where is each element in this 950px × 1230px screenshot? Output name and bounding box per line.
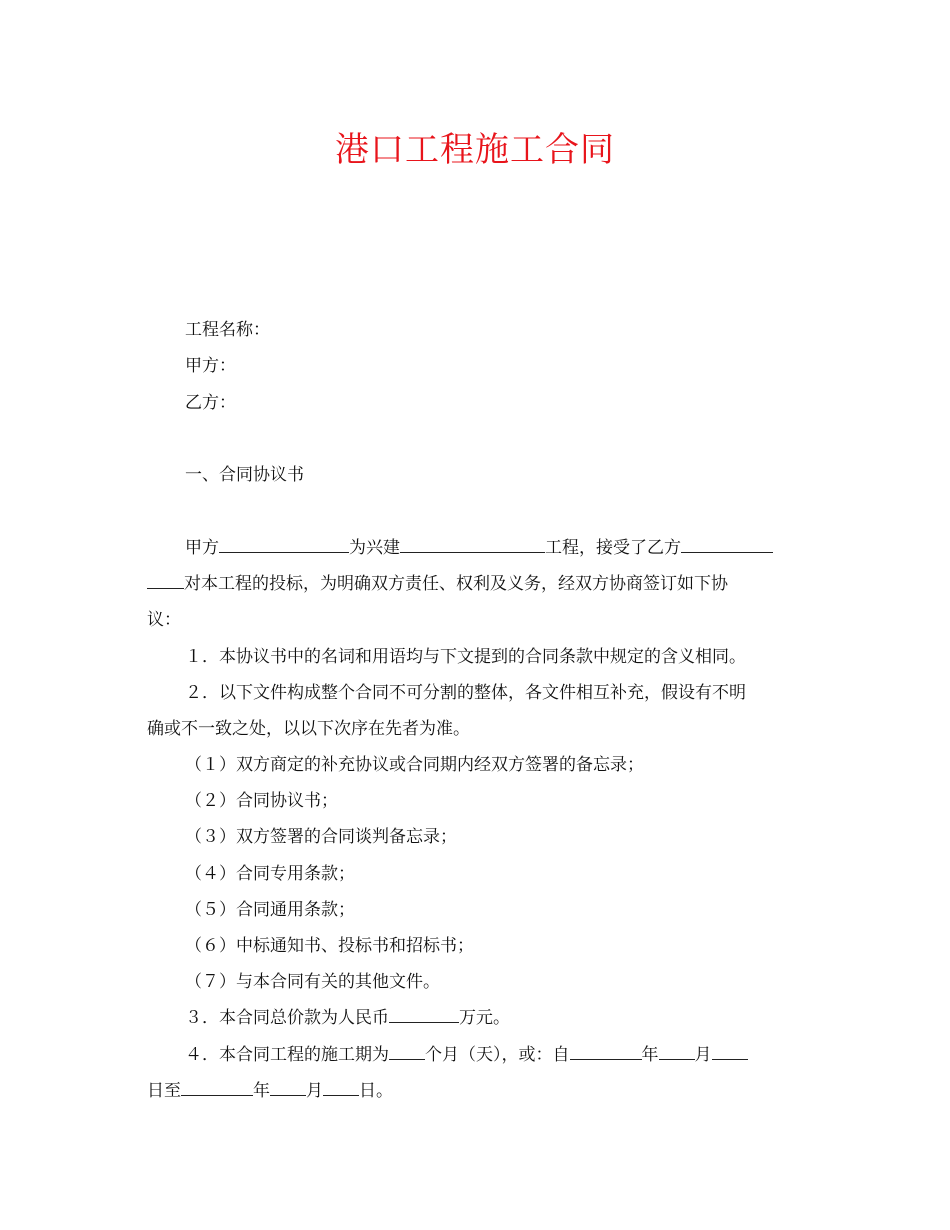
clause-4-text: 日。 (359, 1081, 393, 1101)
list-item: （４）合同专用条款； (185, 864, 355, 884)
clause-4-line-2 (147, 1079, 393, 1103)
list-item: （１）双方商定的补充协议或合同期内经双方签署的备忘录； (185, 755, 644, 775)
intro-line-2 (147, 572, 728, 596)
section-heading: 一、合同协议书 (185, 465, 304, 485)
document-title: 港口工程施工合同 (335, 130, 615, 170)
intro-line-1 (185, 536, 773, 560)
blank-party-b (681, 536, 773, 553)
list-item: （３）双方签署的合同谈判备忘录； (185, 827, 457, 847)
clause-4-text: 日至 (147, 1081, 181, 1101)
list-item: （７）与本合同有关的其他文件。 (185, 972, 440, 992)
clause-4-text: 月 (694, 1045, 712, 1065)
blank-start-year (570, 1043, 642, 1060)
blank-end-month (270, 1079, 306, 1096)
blank-party-a (219, 536, 349, 553)
list-item: （２）合同协议书； (185, 791, 338, 811)
intro-text: 对本工程的投标，为明确双方责任、权利及义务，经双方协商签订如下协 (184, 574, 728, 594)
party-b-label: 乙方： (185, 393, 236, 413)
blank-party-b-cont (147, 572, 184, 589)
blank-duration (389, 1043, 425, 1060)
list-item: （５）合同通用条款； (185, 900, 355, 920)
blank-start-month (659, 1043, 695, 1060)
project-name-label: 工程名称： (185, 320, 270, 340)
clause-4-text: ４．本合同工程的施工期为 (185, 1045, 389, 1065)
list-item: （６）中标通知书、投标书和招标书； (185, 936, 474, 956)
clause-1: １．本协议书中的名词和用语均与下文提到的合同条款中规定的含义相同。 (185, 647, 746, 667)
clause-4-text: 月 (306, 1081, 323, 1101)
blank-start-day (712, 1043, 748, 1060)
intro-text: 为兴建 (349, 538, 400, 558)
clause-2-line-1: ２．以下文件构成整个合同不可分割的整体，各文件相互补充，假设有不明 (185, 683, 746, 703)
blank-project (400, 536, 545, 553)
clause-4-text: 年 (253, 1081, 270, 1101)
intro-text: 甲方 (185, 538, 219, 558)
party-a-label: 甲方： (185, 356, 236, 376)
clause-3-text: ３．本合同总价款为人民币 (185, 1008, 389, 1028)
blank-end-day (323, 1079, 359, 1096)
clause-2-line-2: 确或不一致之处，以以下次序在先者为准。 (147, 719, 470, 739)
clause-4-text: 年 (641, 1045, 659, 1065)
clause-4-text: 个月（天），或：自 (425, 1045, 570, 1065)
intro-line-3: 议： (147, 610, 181, 630)
intro-text: 工程，接受了乙方 (545, 538, 681, 558)
clause-3 (185, 1006, 510, 1030)
clause-3-text: 万元。 (459, 1008, 510, 1028)
clause-4-line-1 (185, 1043, 748, 1067)
blank-end-year (181, 1079, 253, 1096)
blank-amount (389, 1006, 459, 1023)
